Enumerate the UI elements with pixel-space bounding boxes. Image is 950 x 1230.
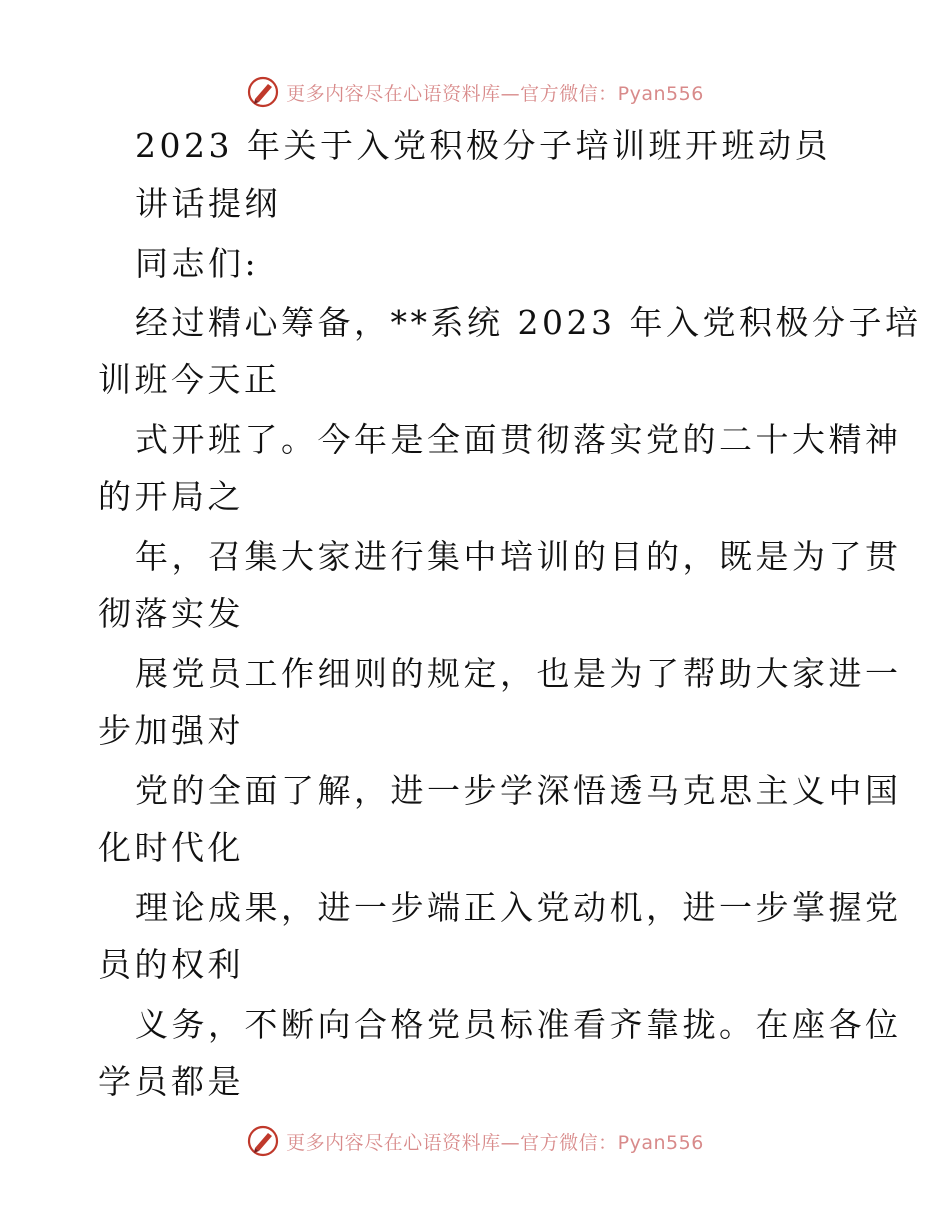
header-watermark [0,72,950,112]
body-line: 展党员工作细则的规定，也是为了帮助大家进一 [135,654,902,693]
body-line: 理论成果，进一步端正入党动机，进一步掌握党 [135,888,902,927]
greeting-line: 同志们: [135,244,260,283]
footer-watermark [0,1121,950,1161]
body-line: 党的全面了解，进一步学深悟透马克思主义中国 [135,771,902,810]
body-line: 义务，不断向合格党员标准看齐靠拢。在座各位 [135,1005,902,1044]
body-line: 经过精心筹备，**系统 2023 年入党积极分子培 [135,303,922,342]
body-line: 员的权利 [98,945,244,984]
body-line: 式开班了。今年是全面贯彻落实党的二十大精神 [135,420,902,459]
body-line: 学员都是 [98,1062,244,1101]
title-line-1: 2023 年关于入党积极分子培训班开班动员 [135,126,831,165]
watermark-text: 更多内容尽在心语资料库—官方微信：Pyan556 [286,82,704,105]
body-line: 训班今天正 [98,360,281,399]
watermark-text: 更多内容尽在心语资料库—官方微信：Pyan556 [286,1131,704,1154]
body-line: 的开局之 [98,477,244,516]
body-line: 年，召集大家进行集中培训的目的，既是为了贯 [135,537,902,576]
body-line: 步加强对 [98,711,244,750]
pen-logo-icon [246,75,280,109]
title-line-2: 讲话提纲 [135,184,281,223]
pen-logo-icon [246,1124,280,1158]
body-line: 彻落实发 [98,594,244,633]
body-line: 化时代化 [98,828,244,867]
